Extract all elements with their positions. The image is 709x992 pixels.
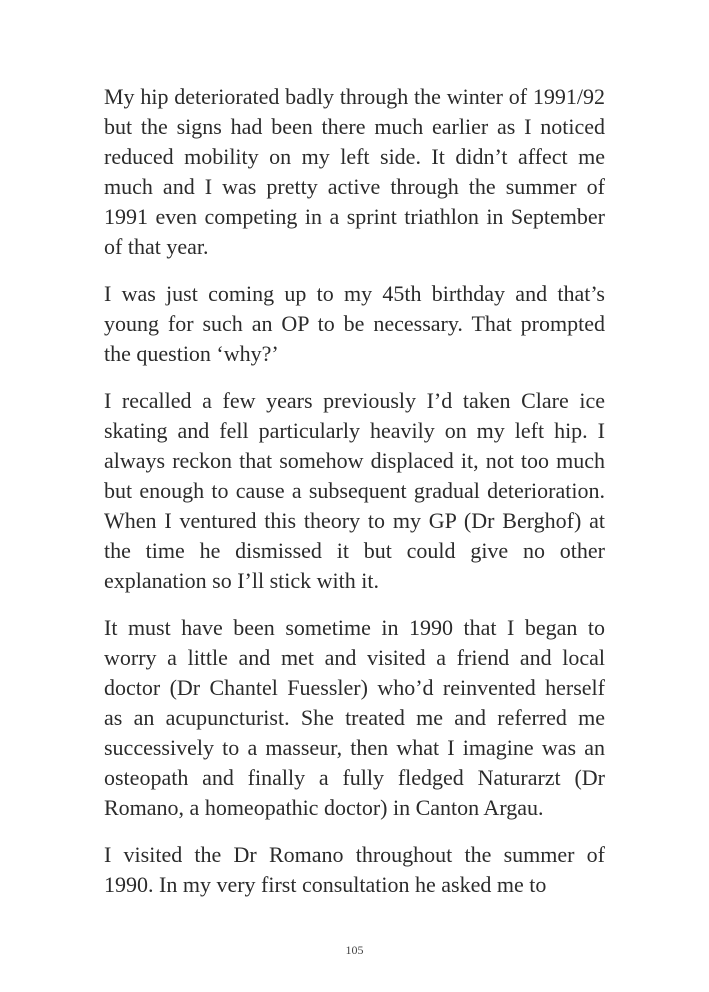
body-text: [104, 82, 605, 917]
paragraph-2: I was just coming up to my 45th birthday and that’s young for such an OP to be necessary. That prompted the question ‘why?’: [104, 281, 605, 366]
paragraph-4: It must have been sometime in 1990 that I began to worry a little and met and visited a friend and local doctor (Dr Chantel Fuessler) who’d reinvented herself as an acupuncturist. She treated me and referred me successively to a masseur, then what I imagine was an osteopath and finally a fully fledged Naturarzt (Dr Romano, a homeopathic doctor) in Canton Argau.: [104, 615, 605, 820]
page-number: 105: [345, 943, 364, 957]
paragraph-5: I visited the Dr Romano throughout the summer of 1990. In my very first consultation he asked me to: [104, 842, 605, 897]
paragraph-3: I recalled a few years previously I’d taken Clare ice skating and fell particularly heavily on my left hip. I always reckon that somehow displaced it, not too much but enough to cause a subsequent gradual deterioration. When I ventured this theory to my GP (Dr Berghof) at the time he dismissed it but could give no other explanation so I’ll stick with it.: [104, 388, 605, 593]
paragraph-1: My hip deteriorated badly through the winter of 1991/92 but the signs had been there much earlier as I noticed reduced mobility on my left side. It didn’t affect me much and I was pretty active through the summer of 1991 even competing in a sprint triathlon in September of that year.: [104, 84, 605, 259]
